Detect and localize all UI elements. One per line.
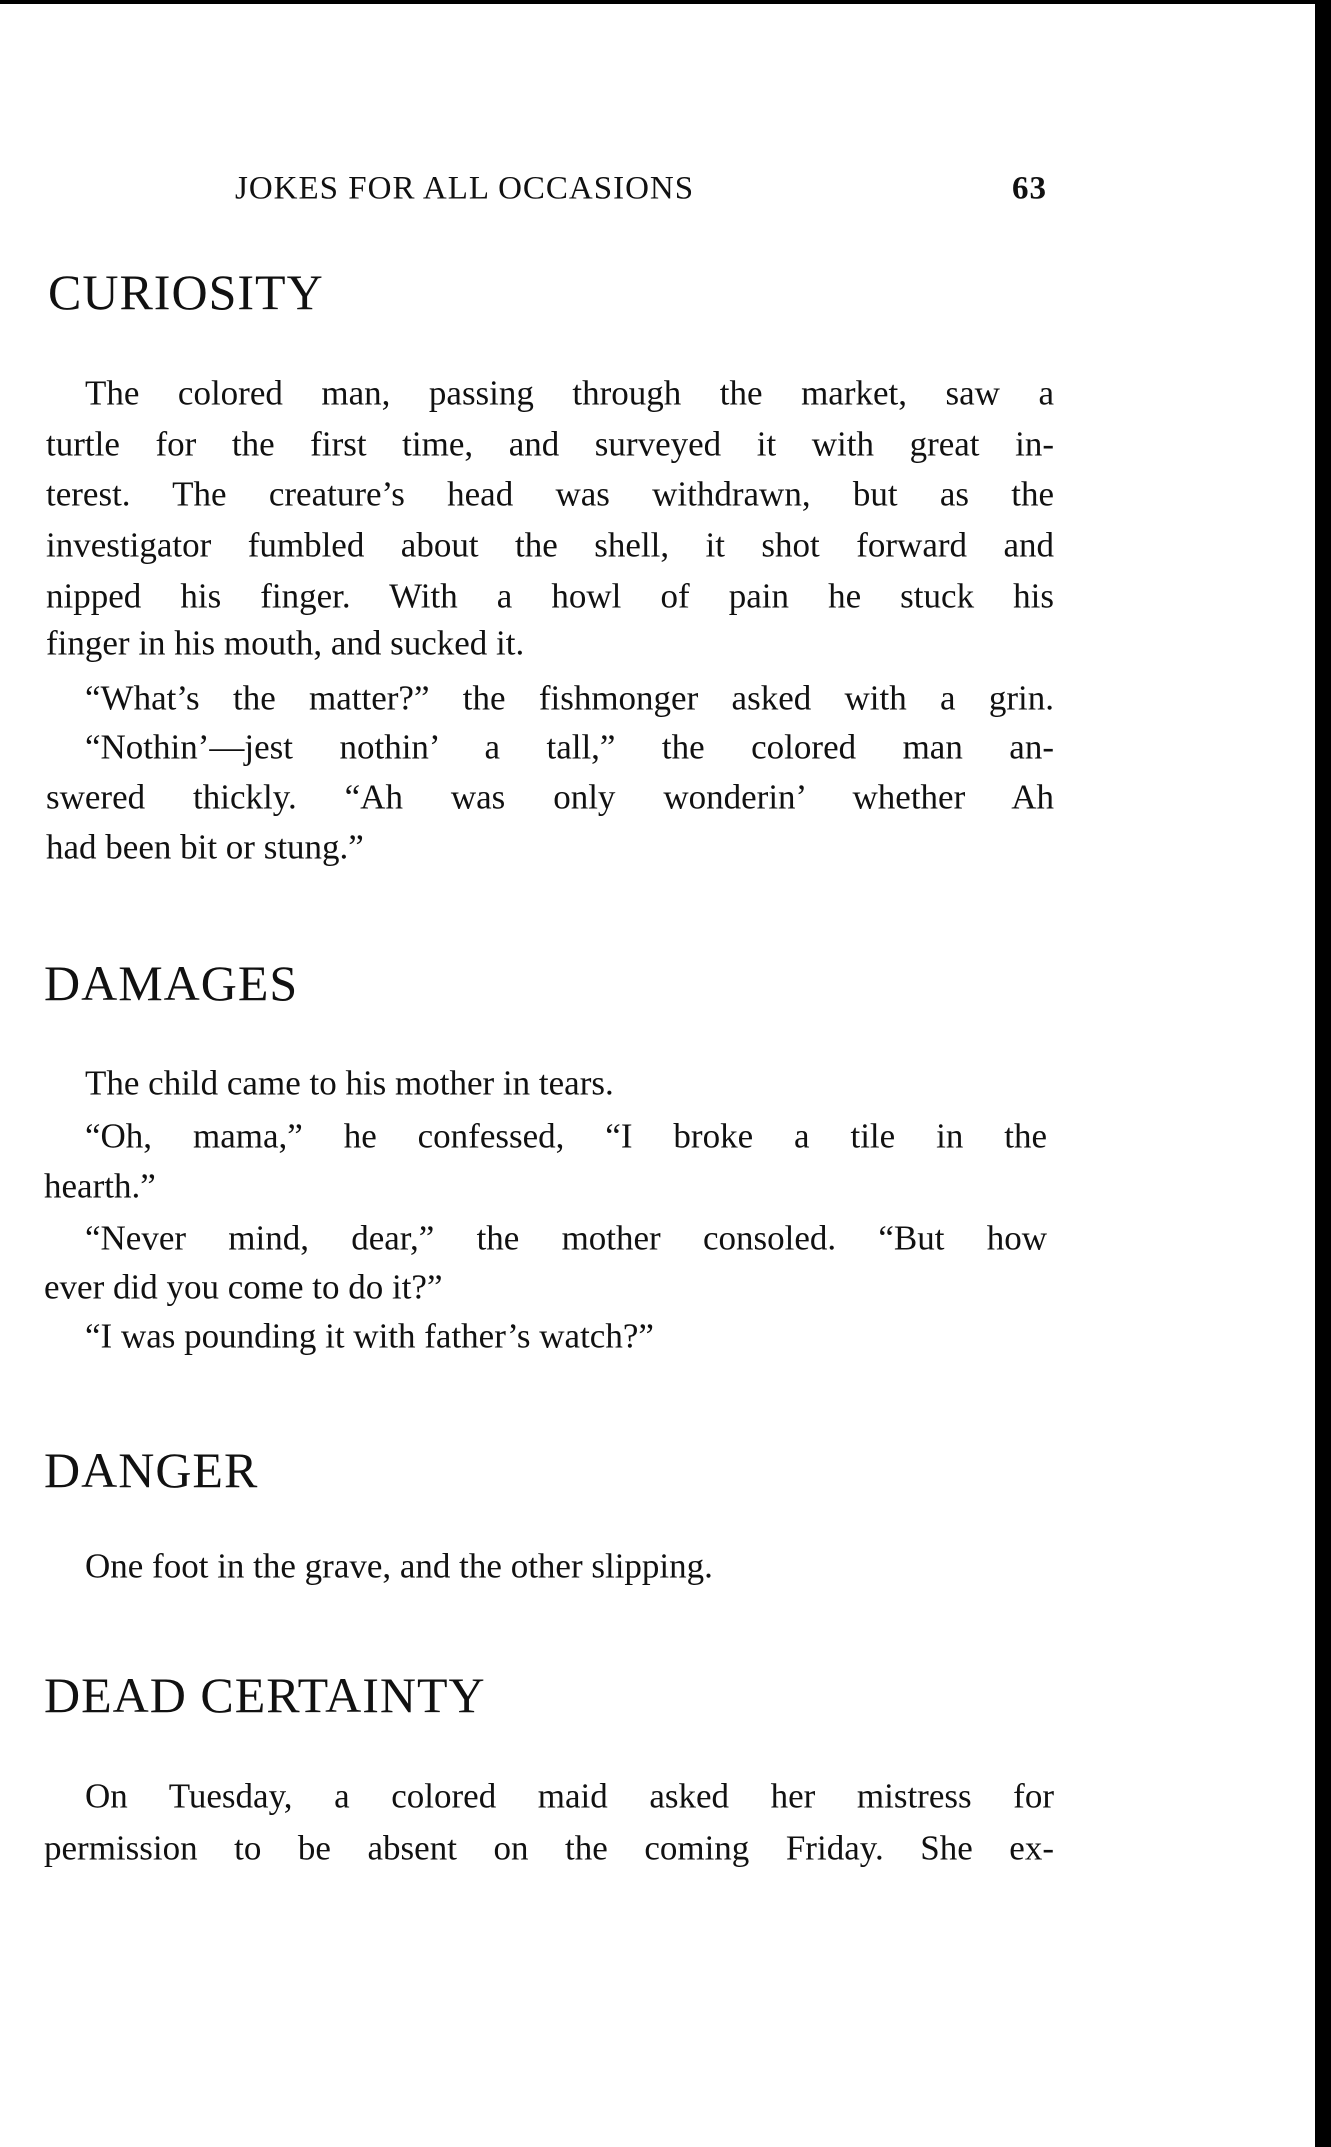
text-line: finger in his mouth, and sucked it.: [46, 623, 525, 663]
section-heading: DAMAGES: [44, 955, 299, 1011]
running-head-title: JOKES FOR ALL OCCASIONS: [235, 170, 695, 207]
text-line: “Nothin’—jest nothin’ a tall,” the colored man an-: [85, 727, 1054, 767]
text-line: The child came to his mother in tears.: [85, 1063, 614, 1103]
scan-edge-top: [0, 0, 1331, 4]
text-line: “I was pounding it with father’s watch?”: [85, 1316, 654, 1356]
section-heading: CURIOSITY: [48, 264, 324, 320]
text-line: ever did you come to do it?”: [44, 1267, 443, 1307]
page-number: 63: [1012, 170, 1047, 207]
text-line: turtle for the first time, and surveyed it with great in-: [46, 424, 1054, 464]
section-heading: DANGER: [44, 1442, 259, 1498]
text-line: swered thickly. “Ah was only wonderin’ whether Ah: [46, 777, 1054, 817]
text-line: One foot in the grave, and the other slipping.: [85, 1546, 713, 1586]
text-line: permission to be absent on the coming Friday. She ex-: [44, 1828, 1054, 1868]
section-heading: DEAD CERTAINTY: [44, 1667, 486, 1723]
text-line: The colored man, passing through the market, saw a: [85, 373, 1054, 413]
text-line: investigator fumbled about the shell, it shot forward and: [46, 525, 1054, 565]
text-line: had been bit or stung.”: [46, 827, 364, 867]
text-line: “Never mind, dear,” the mother consoled. “But how: [85, 1218, 1047, 1258]
text-line: “What’s the matter?” the fishmonger asked with a grin.: [85, 678, 1054, 718]
text-line: hearth.”: [44, 1166, 156, 1206]
scan-edge-right: [1315, 0, 1331, 2147]
text-line: nipped his finger. With a howl of pain he stuck his: [46, 576, 1054, 616]
text-line: “Oh, mama,” he confessed, “I broke a tile in the: [85, 1116, 1047, 1156]
text-line: terest. The creature’s head was withdrawn, but as the: [46, 474, 1054, 514]
text-line: On Tuesday, a colored maid asked her mistress for: [85, 1776, 1054, 1816]
